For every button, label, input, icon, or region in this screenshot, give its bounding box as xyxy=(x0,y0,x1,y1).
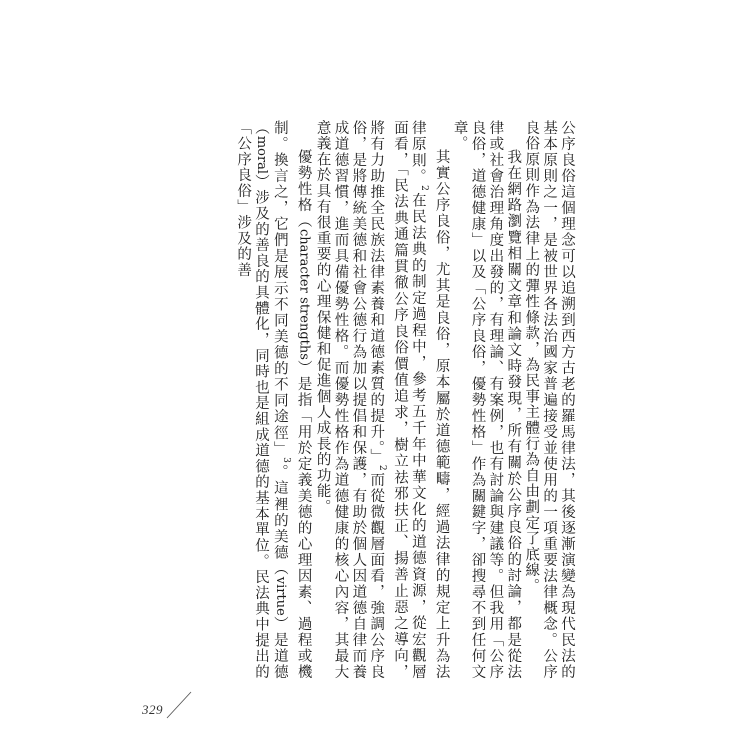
paragraph xyxy=(521,120,575,680)
footnote-marker: 2 xyxy=(418,185,429,193)
paragraph-text: 。這裡的美德（ xyxy=(271,464,288,577)
paragraph-text: 而從微觀層面看，強調公序良俗，是將傳統美德和社會公德行為加以提倡和保護，有助於個人因道德自律而養成道德習慣，進而具備優勢性格。而優勢性格作為道德健康的核心內容，其最大意義在於具有很重要的心理保健和促進個人成長的功能。 xyxy=(314,120,385,680)
latin-term: virtue xyxy=(272,576,288,616)
footnote-marker: 2 xyxy=(377,464,388,472)
page-number: 329 xyxy=(142,702,163,717)
paragraph-text: 其實公序良俗，尤其是良俗，原本屬於道德範疇，經過法律的規定上升為法律原則。 xyxy=(409,120,450,680)
latin-term: character strengths xyxy=(296,229,312,360)
footnote-marker: 3 xyxy=(280,457,291,465)
paragraph xyxy=(450,120,522,680)
paragraph xyxy=(233,120,312,680)
paragraph-text: ）涉及的善良的具體化，同時也是組成道德的基本單位。民法典中提出的「公序良俗」涉及的善 xyxy=(235,120,270,680)
paragraph-text: 公序良俗這個理念可以追溯到西方古老的羅馬律法，其後逐漸演變為現代民法的基本原則之一，是被世界各法治國家普遍接受並使用的一項重要法律概念。公序良俗原則作為法律上的彈性條款，為民事主體行為自由劃定了底線。 xyxy=(523,120,575,680)
paragraph xyxy=(313,120,450,680)
paragraph-text: 優勢性格（ xyxy=(295,149,312,230)
paragraph-text: 在民法典的制定過程中，參考五千年中華文化的道德資源，從宏觀層面看，「民法典通篇貫徹公序良俗價值追求，樹立祛邪扶正、揚善止惡之導向，將有力助推全民族法律素養和道德素質的提升。」 xyxy=(368,120,426,681)
paragraph-text: ）是指「用於定義美德的心理因素、過程或機制。換言之，它們是展示不同美德的不同途徑」 xyxy=(271,120,312,681)
page-number-slash-icon xyxy=(165,690,195,720)
paragraph-text: ）是道德（ xyxy=(253,120,288,680)
latin-term: moral xyxy=(254,135,270,175)
body-text xyxy=(175,120,575,680)
paragraph-text: 我在網路瀏覽相關文章和論文時發現，所有關於公序良俗的討論，都是從法律或社會治理角度出發的，有理論、有案例，也有討論與建議等。但我用「公序良俗，道德健康」以及「公序良俗，優勢性格」作為關鍵字，卻搜尋不到任何文章。 xyxy=(451,120,522,680)
